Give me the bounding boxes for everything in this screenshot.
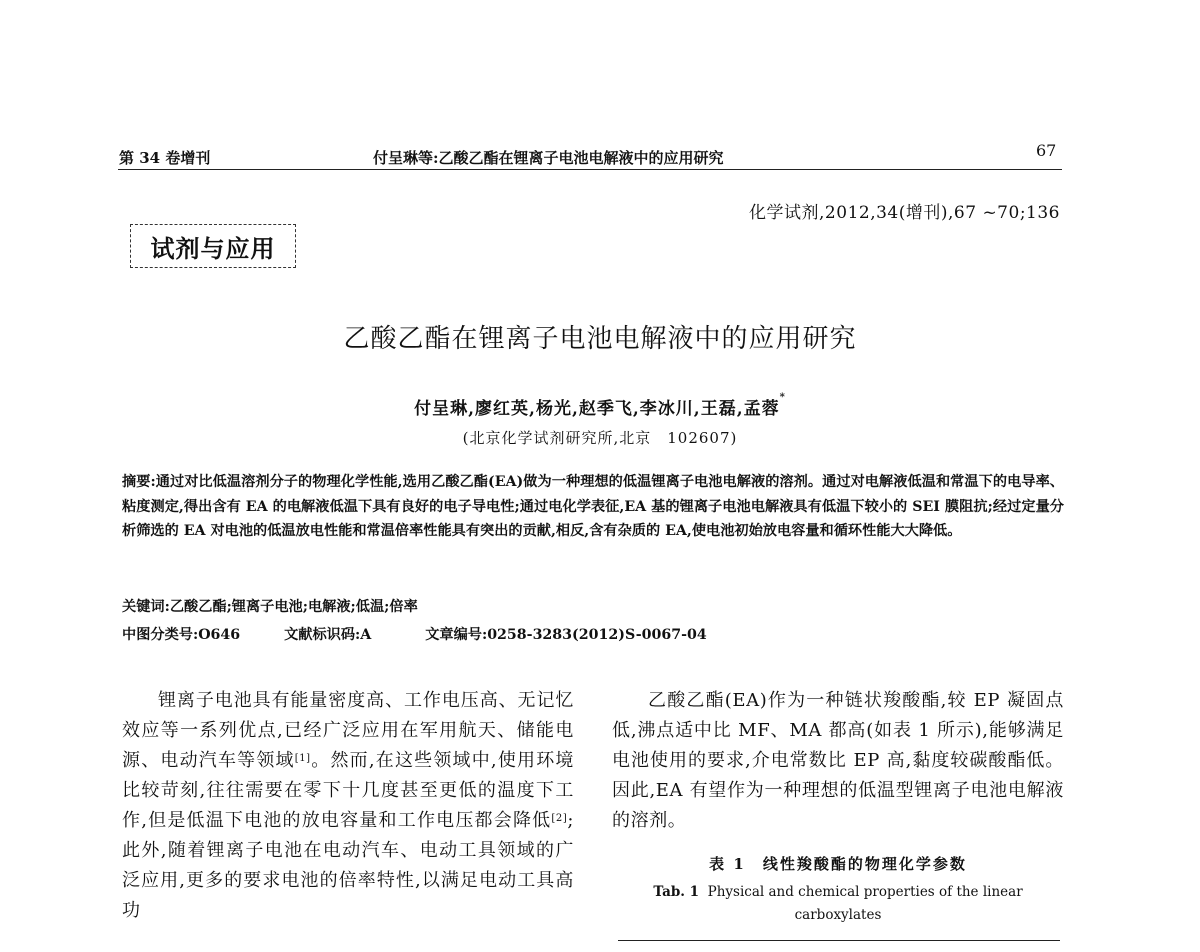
author-list	[0, 394, 1200, 419]
left-text-part3: ;此外,随着锂离子电池在电动汽车、电动工具领域的广泛应用,更多的要求电池的倍率特性,以满足电动工具高功	[122, 810, 574, 921]
left-text-part2: 。然而,在这些领域中,使用环境比较苛刻,往往需要在零下十几度甚至更低的温度下工作,但是低温下电池的放电容量和工作电压都会降低	[122, 750, 574, 831]
running-header-article: 付呈琳等:乙酸乙酯在锂离子电池电解液中的应用研究	[373, 149, 724, 167]
article-number-label: 文章编号:	[425, 627, 488, 643]
article-number-value: 0258-3283(2012)S-0067-04	[487, 627, 707, 643]
body-left-column	[122, 686, 574, 926]
table-caption-en-text: Physical and chemical properties of the linear carboxylates	[707, 884, 1023, 923]
doc-code-label: 文献标识码:	[284, 627, 361, 643]
abstract-label: 摘要:	[122, 474, 156, 490]
column-label-text: 试剂与应用	[150, 234, 276, 263]
keywords-text: 乙酸乙酯;锂离子电池;电解液;低温;倍率	[169, 599, 418, 615]
journal-citation: 化学试剂,2012,34(增刊),67 ~70;136	[749, 203, 1060, 223]
citation-ref-2: [2]	[551, 813, 568, 824]
author-names: 付呈琳,廖红英,杨光,赵季飞,李冰川,王磊,孟蓉	[414, 399, 780, 419]
table-top-rule	[618, 940, 1060, 941]
body-right-column: 乙酸乙酯(EA)作为一种链状羧酸酯,较 EP 凝固点低,沸点适中比 MF、MA 都高(如表 1 所示),能够满足电池使用的要求,介电常数比 EP 高,黏度较碳酸酯低。因此,EA 有望作为一种理想的低温型锂离子电池电解液的溶剂。	[612, 690, 1064, 831]
abstract	[122, 470, 1064, 544]
doc-code-value: A	[360, 627, 372, 643]
column-label	[130, 224, 296, 268]
paper-title: 乙酸乙酯在锂离子电池电解液中的应用研究	[343, 324, 857, 354]
citation-ref-1: [1]	[294, 753, 311, 764]
keywords-label: 关键词:	[122, 599, 170, 615]
header-rule	[118, 169, 1062, 170]
page-number: 67	[1036, 141, 1057, 160]
abstract-text: 通过对比低温溶剂分子的物理化学性能,选用乙酸乙酯(EA)做为一种理想的低温锂离子电池电解液的溶剂。通过对电解液低温和常温下的电导率、粘度测定,得出含有 EA 的电解液低温下具有良好的电子导电性;通过电化学表征,EA 基的锂离子电池电解液具有低温下较小的 SEI 膜阻抗;经过定量分析筛选的 EA 对电池的低温放电性能和常温倍率性能具有突出的贡献,相反,含有杂质的 EA,使电池初始放电容量和循环性能大大降低。	[122, 474, 1064, 539]
table-caption-en	[612, 881, 1064, 927]
table-caption-cn: 表 1 线性羧酸酯的物理化学参数	[709, 855, 967, 873]
clc-label: 中图分类号:	[122, 627, 199, 643]
affiliation: (北京化学试剂研究所,北京 102607)	[462, 429, 738, 447]
clc-value: O646	[198, 627, 241, 643]
classification-line	[122, 624, 707, 644]
corresponding-author-mark: *	[779, 392, 786, 403]
left-text-part1: 锂离子电池具有能量密度高、工作电压高、无记忆效应等一系列优点,已经广泛应用在军用航天、储能电源、电动汽车等领域	[122, 690, 574, 771]
table-caption-en-label: Tab. 1	[653, 884, 700, 900]
running-header-volume: 第 34 卷增刊	[119, 149, 211, 167]
keywords	[122, 596, 418, 616]
